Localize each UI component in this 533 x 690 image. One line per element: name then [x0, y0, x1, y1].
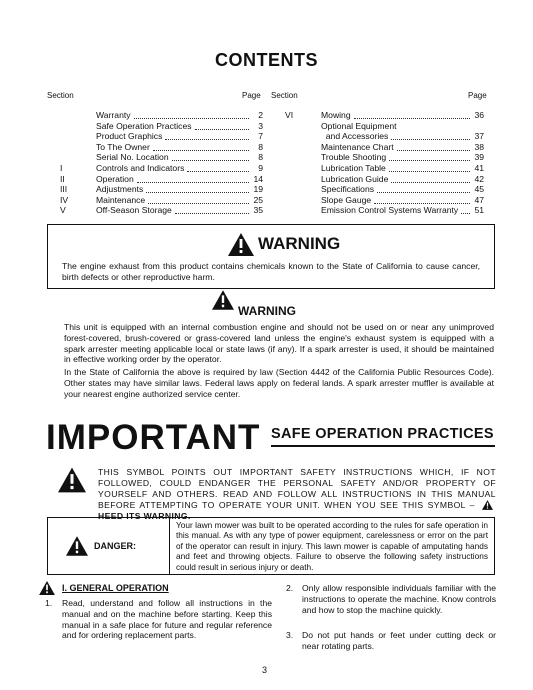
safe-operation-heading: SAFE OPERATION PRACTICES: [271, 426, 494, 442]
toc-leader-dots: [397, 142, 470, 151]
toc-entry-page: 39: [474, 152, 484, 163]
toc-entry-label: Slope Gauge: [321, 194, 372, 205]
toc-entry-page: 36: [474, 110, 484, 120]
toc-section-number: IV: [60, 194, 69, 205]
danger-label: DANGER:: [94, 541, 136, 551]
toc-entry-label: Warranty: [96, 110, 131, 120]
toc-entry-page: 9: [258, 163, 263, 173]
general-operation-item-3: Do not put hands or feet under cutting deck or near rotating parts.: [302, 630, 496, 651]
warning-california-text: The engine exhaust from this product contains chemicals known to the State of California to cause cancer, birth defects or other reproductive harm.: [62, 261, 480, 282]
toc-leader-dots: [153, 142, 249, 151]
toc-entry-label: Specifications: [321, 184, 375, 195]
toc-entry-page: 35: [253, 205, 263, 216]
list-number-1: 1.: [45, 598, 53, 608]
toc-entry-page: 45: [474, 184, 484, 195]
toc-section-number: I: [60, 163, 63, 173]
page-number: 3: [262, 665, 268, 675]
toc-leader-dots: [377, 184, 470, 193]
toc-entry-page: 25: [253, 194, 263, 205]
toc-leader-dots: [389, 163, 470, 172]
toc-leader-dots: [354, 110, 470, 119]
toc-entry-label: Trouble Shooting: [321, 152, 387, 163]
toc-leader-dots: [175, 205, 249, 214]
warning-spark-paragraph-2: In the State of California the above is required by law (Section 4442 of the California Public Resources Code). Other states may have similar laws. Federal laws apply on federal lands. A spark arrester muffler is available at your nearest engine authorized service center.: [64, 367, 494, 399]
toc-entry-page: 7: [258, 131, 263, 142]
toc-entry-label: To The Owner: [96, 141, 150, 152]
toc-leader-dots: [391, 174, 470, 183]
toc-entry-label: Operation: [96, 173, 134, 184]
toc-leader-dots: [165, 131, 249, 140]
toc-leader-dots: [146, 184, 249, 193]
toc-entry-label: and Accessories: [321, 131, 389, 142]
toc-entry-label: Product Graphics: [96, 131, 163, 142]
toc-leader-dots: [374, 195, 470, 204]
toc-leader-dots: [134, 110, 249, 119]
toc-leader-dots: [389, 152, 470, 161]
toc-entry-page: 51: [474, 205, 484, 216]
toc-entry-page: 38: [474, 141, 484, 152]
toc-entry-label: Optional Equipment: [321, 120, 397, 131]
toc-section-number: III: [60, 184, 68, 195]
general-operation-item-2: Only allow responsible individuals familiar with the instructions to operate the machine. Know controls and how to stop the machine quickly.: [302, 583, 496, 615]
toc-section-number: II: [60, 173, 65, 184]
danger-text: Your lawn mower was built to be operated according to the rules for safe operation in this manual. As with any type of power equipment, carelessness or error on the part of the operator can result in injury. This lawn mower is capable of amputating hands and feet and throwing objects. Failure to observe the following safety instructions could result in serious injury or death.: [176, 520, 488, 572]
toc-section-number: VI: [285, 110, 294, 120]
toc-entry-page: 3: [258, 120, 263, 131]
toc-leader-dots: [391, 131, 470, 140]
warning-box-california: [47, 224, 495, 289]
general-operation-item-1: Read, understand and follow all instructions in the manual and on the machine before starting. Keep this manual in a safe place for future and regular reference and for ordering replacement parts.: [62, 598, 272, 641]
warning-triangle-icon: [228, 233, 254, 256]
important-heading: IMPORTANT: [46, 418, 261, 457]
toc-section-number: V: [60, 205, 66, 216]
toc-entry-label: Serial No. Location: [96, 152, 169, 163]
toc-entry-page: 8: [258, 141, 263, 152]
toc-entry-label: Adjustments: [96, 184, 144, 195]
toc-entry-page: 8: [258, 152, 263, 163]
toc-entry-page: 19: [253, 184, 263, 195]
toc-leader-dots: [172, 152, 249, 161]
toc-leader-dots: [148, 195, 249, 204]
toc-entry-label: Lubrication Table: [321, 163, 386, 173]
contents-title: CONTENTS: [215, 50, 318, 70]
page-header-left: Page: [242, 91, 261, 100]
danger-divider: [169, 518, 170, 574]
safety-alert-icon: [58, 466, 86, 494]
toc-entry-label: Off-Season Storage: [96, 205, 172, 216]
general-operation-alert-icon: [39, 581, 55, 595]
toc-entry-label: Safe Operation Practices: [96, 120, 192, 131]
toc-entry-page: 41: [474, 163, 484, 173]
toc-entry-label: Maintenance: [96, 194, 146, 205]
section-header-left: Section: [47, 91, 74, 100]
safety-symbol-text: [98, 467, 496, 522]
section-header-right: Section: [271, 91, 298, 100]
toc-leader-dots: [187, 163, 249, 172]
toc-entry-label: Controls and Indicators: [96, 163, 185, 173]
toc-entry-label: Mowing: [321, 110, 351, 120]
list-number-3: 3.: [286, 630, 294, 640]
toc-leader-dots: [137, 174, 249, 183]
page-header-right: Page: [468, 91, 487, 100]
list-number-2: 2.: [286, 583, 294, 593]
toc-entry-page: 47: [474, 194, 484, 205]
toc-entry-label: Lubrication Guide: [321, 173, 389, 184]
warning-spark-paragraph-1: This unit is equipped with an internal combustion engine and should not be used on or near any unimproved forest-covered, brush-covered or grass-covered land unless the engine's exhaust system is equipped with a spark arrester meeting applicable local or state laws (if any). If a spark arrester is used, it should be maintained in effective working order by the operator.: [64, 322, 494, 365]
warning-spark-title: WARNING: [238, 304, 296, 318]
toc-entry-label: Emission Control Systems Warranty: [321, 205, 459, 216]
toc-entry-label: Maintenance Chart: [321, 141, 394, 152]
general-operation-heading: I. GENERAL OPERATION: [62, 583, 169, 593]
danger-triangle-icon: [66, 536, 88, 556]
safety-symbol-sentence: THIS SYMBOL POINTS OUT IMPORTANT SAFETY INSTRUCTIONS WHICH, IF NOT FOLLOWED, COULD ENDANGER THE PERSONAL SAFETY AND/OR PROPERTY OF YOURSELF AND OTHERS. READ AND FOLLOW ALL INSTRUCTIONS IN THIS MANUAL BEFORE ATTEMPTING TO OPERATE YOUR UNIT. WHEN YOU SEE THIS SYMBOL –: [98, 467, 496, 510]
toc-entry-page: 14: [253, 173, 263, 184]
inline-alert-icon: [482, 500, 493, 510]
toc-leader-dots: [195, 121, 249, 130]
safe-operation-rule: [271, 445, 495, 447]
toc-entry-page: 2: [258, 110, 263, 120]
danger-box: [47, 517, 495, 575]
warning-title: WARNING: [258, 234, 341, 253]
heed-warning-text: HEED ITS WARNING.: [98, 511, 191, 521]
toc-entry-page: 37: [474, 131, 484, 142]
warning-triangle-icon: [212, 290, 234, 310]
toc-entry-page: 42: [474, 173, 484, 184]
